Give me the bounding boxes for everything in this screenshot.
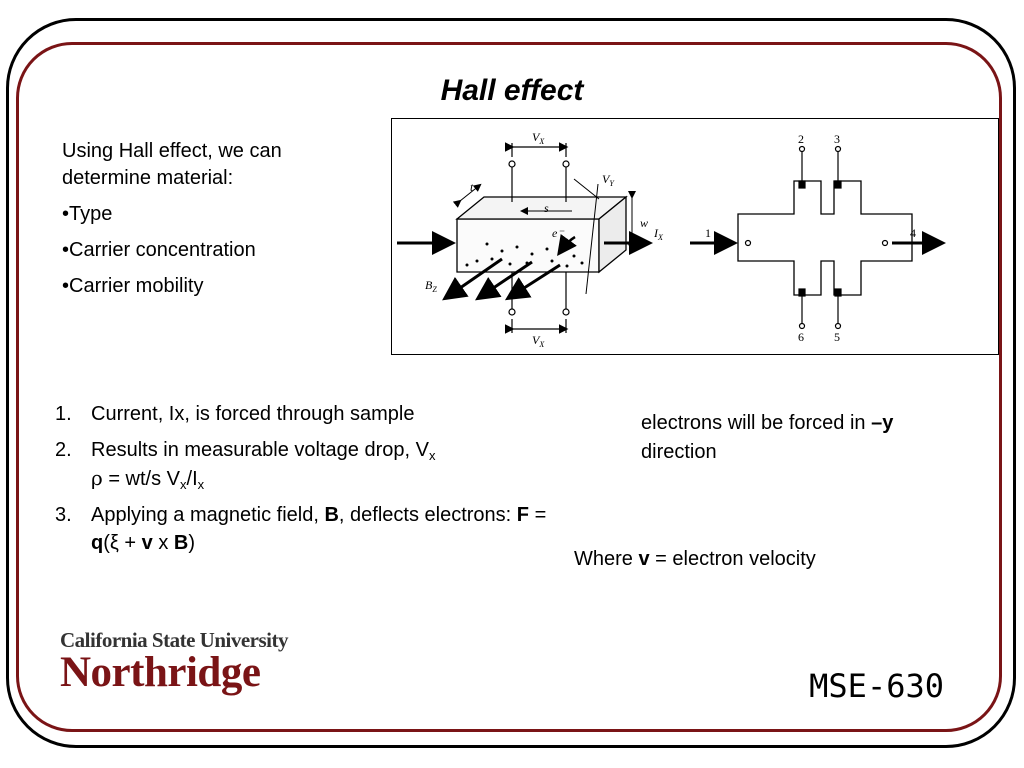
velocity-note-a: Where bbox=[574, 548, 639, 570]
resistivity-sub-2: x bbox=[197, 477, 205, 492]
vy-label: $V_Y$ bbox=[602, 172, 614, 188]
contact-1-label: 1 bbox=[705, 226, 711, 240]
bullet-type: •Type bbox=[62, 203, 113, 225]
t-label: t bbox=[470, 180, 474, 194]
step-2-text: Results in measurable voltage drop, V bbox=[91, 439, 429, 461]
electron-label: e⁻ bbox=[552, 226, 564, 240]
direction-note bbox=[641, 409, 951, 467]
step-1 bbox=[55, 400, 575, 428]
velocity-note-bold: v bbox=[638, 548, 650, 570]
w-label: w bbox=[640, 216, 649, 230]
direction-note-a: electrons will be forced in bbox=[641, 412, 872, 434]
step-1-text: Current, Ix, is forced through sample bbox=[91, 403, 415, 425]
resistivity-sub-1: x bbox=[180, 477, 187, 492]
resistivity-formula: = wt/s V bbox=[102, 468, 181, 490]
contact-5-label: 5 bbox=[834, 330, 840, 344]
intro-line: Using Hall effect, we can determine material: bbox=[62, 140, 282, 189]
velocity-symbol: v bbox=[141, 532, 153, 554]
rho-symbol: ρ bbox=[91, 466, 103, 490]
step-3-text-b: , deflects electrons: bbox=[338, 504, 517, 526]
xi-term: (ξ + bbox=[103, 532, 142, 554]
direction-note-bold: –y bbox=[871, 412, 894, 434]
equals-sign: = bbox=[529, 504, 547, 526]
velocity-note bbox=[574, 545, 954, 573]
vx-bottom-label: $V_X$ bbox=[532, 333, 545, 349]
csun-logo bbox=[60, 628, 288, 696]
contact-2-label: 2 bbox=[798, 132, 804, 146]
contact-6-label: 6 bbox=[798, 330, 804, 344]
step-1-number: 1. bbox=[55, 403, 72, 425]
contact-4-label: 4 bbox=[910, 226, 916, 240]
course-code: MSE-630 bbox=[809, 667, 944, 705]
field-symbol: B bbox=[173, 532, 189, 554]
top-probes bbox=[509, 143, 569, 202]
step-3-number: 3. bbox=[55, 504, 72, 526]
hall-bar-sample bbox=[738, 181, 912, 295]
step-2-number: 2. bbox=[55, 439, 72, 461]
bottom-probes bbox=[509, 272, 569, 333]
vx-top-label: $V_X$ bbox=[532, 130, 545, 146]
bullet-concentration: •Carrier concentration bbox=[62, 239, 256, 261]
slide-title: Hall effect bbox=[440, 74, 584, 107]
logo-university: California State University bbox=[60, 628, 288, 652]
bz-label: $B_Z$ bbox=[425, 278, 437, 294]
ix-label: $I_X$ bbox=[654, 226, 663, 242]
hall-effect-diagram bbox=[392, 119, 997, 353]
resistivity-formula-2: /I bbox=[186, 468, 198, 490]
step-3-text-a: Applying a magnetic field, bbox=[91, 504, 325, 526]
force-symbol: F bbox=[516, 504, 530, 526]
s-label: s bbox=[544, 201, 549, 215]
step-3 bbox=[55, 501, 575, 557]
bullet-mobility: •Carrier mobility bbox=[62, 275, 204, 297]
logo-northridge: Northridge bbox=[60, 649, 261, 696]
cross-sign: x bbox=[152, 532, 174, 554]
numbered-steps bbox=[55, 400, 575, 565]
direction-note-b: direction bbox=[641, 441, 717, 463]
step-2 bbox=[55, 436, 575, 493]
velocity-note-b: = electron velocity bbox=[649, 548, 816, 570]
step-2-sub: x bbox=[428, 448, 436, 463]
step-3-b: B bbox=[324, 504, 339, 526]
hall-effect-figure bbox=[391, 118, 999, 355]
intro-text bbox=[62, 138, 362, 309]
close-paren: ) bbox=[188, 532, 196, 554]
sample-block bbox=[457, 197, 626, 272]
charge-symbol: q bbox=[91, 532, 104, 554]
contact-3-label: 3 bbox=[834, 132, 840, 146]
